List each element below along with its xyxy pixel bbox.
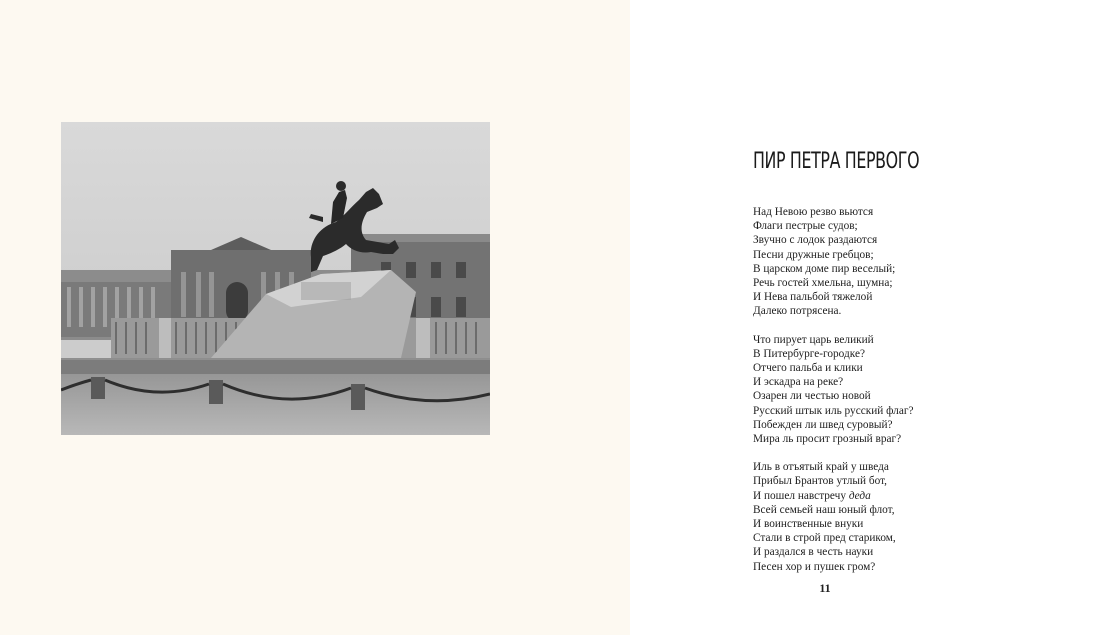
poem-line: И Нева пальбой тяжелой xyxy=(753,291,873,304)
poem-line: Побежден ли швед суровый? xyxy=(753,418,893,431)
poem-line: Иль в отъятый край у шведа xyxy=(753,461,889,474)
poem-line: Песни дружные гребцов; xyxy=(753,248,874,261)
poem-line: Далеко потрясена. xyxy=(753,305,842,318)
poem-line: В царском доме пир веселый; xyxy=(753,262,896,275)
poem-line: Отчего пальба и клики xyxy=(753,362,863,375)
poem-line: В Питербурге-городке? xyxy=(753,347,865,360)
poem-line: Прибыл Брантов утлый бот, xyxy=(753,475,888,488)
photo-illustration xyxy=(61,122,490,435)
poem-line: Что пирует царь великий xyxy=(753,333,874,346)
poem-line: Всей семьей наш юный флот, xyxy=(753,503,895,516)
emphasized-word: деда xyxy=(848,489,871,502)
stanza-1 xyxy=(753,205,913,319)
poem-line: Стали в строй пред стариком, xyxy=(753,532,896,545)
poem-line: Русский штык иль русский флаг? xyxy=(753,404,914,417)
poem-line: Песен хор и пушек гром? xyxy=(753,560,876,573)
poem-line: Над Невою резво вьются xyxy=(753,206,874,218)
poem-line: И воинственные внуки xyxy=(753,518,864,531)
poem-line: Речь гостей хмельна, шумна; xyxy=(753,277,893,290)
stanza-2 xyxy=(753,333,913,447)
poem-line: Флаги пестрые судов; xyxy=(753,220,858,233)
stanza-3 xyxy=(753,460,913,574)
poem-title: ПИР ПЕТРА ПЕРВОГО xyxy=(753,149,920,174)
poem-line: И раздался в честь науки xyxy=(753,546,874,559)
poem-body xyxy=(753,205,913,588)
page-number: 11 xyxy=(819,581,831,595)
poem-line: Озарен ли честью новой xyxy=(753,390,871,403)
poem-line: Звучно с лодок раздаются xyxy=(753,234,878,247)
bronze-horseman-photo xyxy=(61,122,490,435)
poem-line: Мира ль просит грозный враг? xyxy=(753,433,902,446)
poem-line: И пошел навстречу деда xyxy=(753,489,871,502)
poem-line: И эскадра на реке? xyxy=(753,376,844,389)
